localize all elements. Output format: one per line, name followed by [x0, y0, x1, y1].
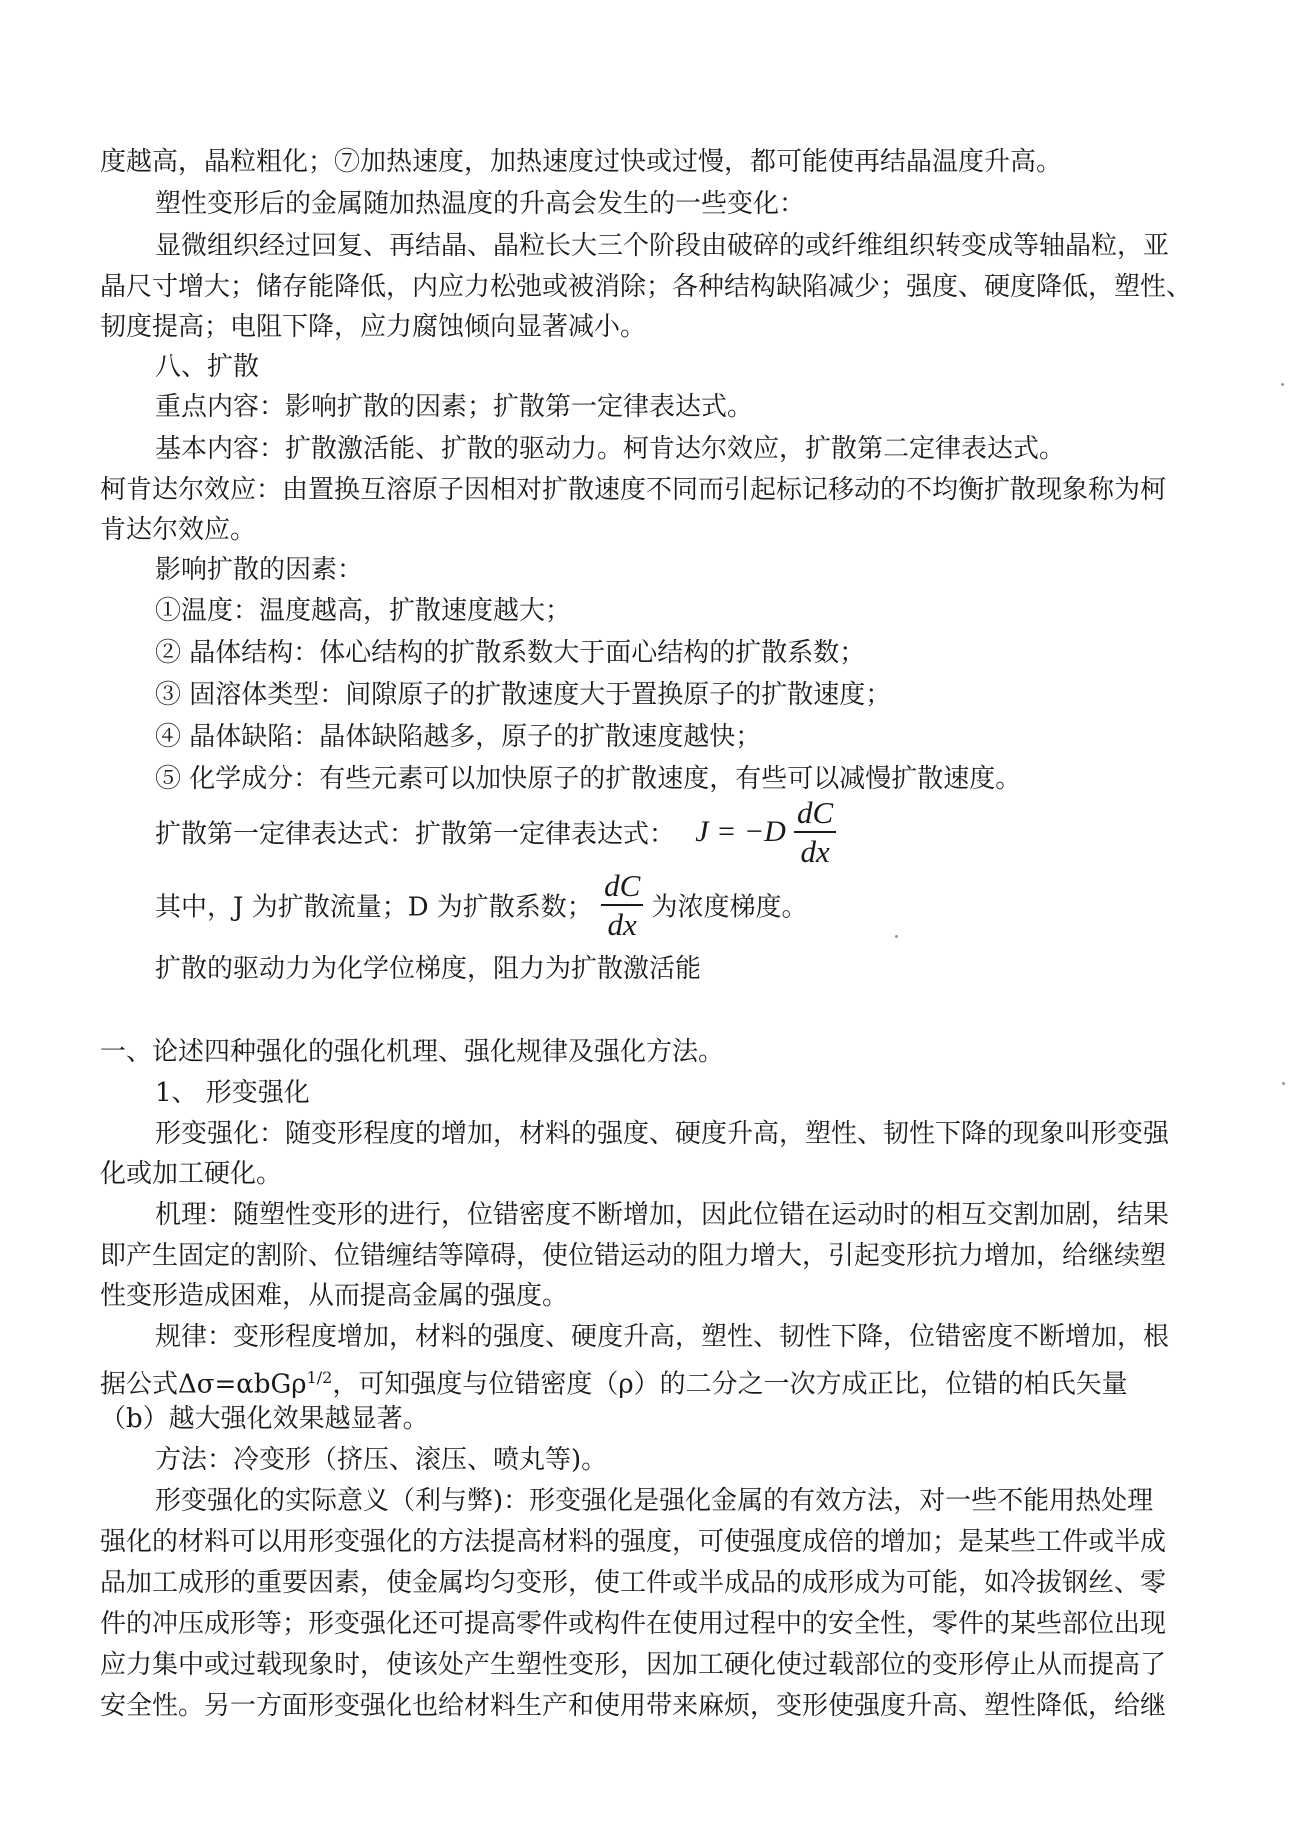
text-line: 重点内容：影响扩散的因素；扩散第一定律表达式。 — [155, 392, 754, 422]
formula-explanation-line — [155, 870, 808, 940]
fraction-numerator: dC — [794, 797, 836, 833]
question-heading: 一、论述四种强化的强化机理、强化规律及强化方法。 — [100, 1037, 725, 1067]
text-line: 形变强化：随变形程度的增加，材料的强度、硬度升高，塑性、韧性下降的现象叫形变强 — [155, 1119, 1170, 1149]
fraction-denominator: dx — [800, 834, 830, 869]
text-line: 件的冲压成形等；形变强化还可提高零件或构件在使用过程中的安全性，零件的某些部位出现 — [100, 1609, 1167, 1639]
strength-formula: 据公式Δσ=αbGρ — [100, 1369, 307, 1400]
text-line: 规律：变形程度增加，材料的强度、硬度升高，塑性、韧性下降，位错密度不断增加，根 — [155, 1322, 1170, 1352]
fick-law-line — [155, 797, 836, 867]
concentration-gradient-fraction — [601, 870, 643, 940]
text-line: 韧度提高；电阻下降，应力腐蚀倾向显著减小。 — [100, 312, 647, 342]
list-item: ⑤ 化学成分：有些元素可以加快原子的扩散速度，有些可以减慢扩散速度。 — [155, 764, 1022, 794]
text-line: 塑性变形后的金属随加热温度的升高会发生的一些变化： — [155, 189, 806, 219]
text-line: 即产生固定的割阶、位错缠结等障碍，使位错运动的阻力增大，引起变形抗力增加，给继续塑 — [100, 1241, 1167, 1271]
text-line: 扩散的驱动力为化学位梯度，阻力为扩散激活能 — [155, 954, 702, 984]
fick-law-label: 扩散第一定律表达式：扩散第一定律表达式： — [155, 819, 676, 850]
section-heading: 八、扩散 — [155, 352, 260, 382]
text-line: （b）越大强化效果越显著。 — [100, 1404, 429, 1434]
text-line — [100, 1361, 1128, 1402]
fick-law-equation: J = −D — [695, 815, 786, 848]
list-item: ①温度：温度越高，扩散速度越大； — [155, 596, 572, 626]
text-line: 形变强化的实际意义（利与弊)：形变强化是强化金属的有效方法，对一些不能用热处理 — [155, 1486, 1154, 1516]
text-line: 方法：冷变形（挤压、滚压、喷丸等)。 — [155, 1445, 608, 1475]
subsection-heading: 1、 形变强化 — [155, 1078, 310, 1108]
text-line: 强化的材料可以用形变强化的方法提高材料的强度，可使强度成倍的增加；是某些工件或半成 — [100, 1527, 1167, 1557]
text-line: 化或加工硬化。 — [100, 1159, 283, 1189]
text-line: 度越高，晶粒粗化；⑦加热速度，加热速度过快或过慢，都可能使再结晶温度升高。 — [100, 147, 1063, 177]
text-line: 应力集中或过载现象时，使该处产生塑性变形，因加工硬化使过载部位的变形停止从而提高了 — [100, 1650, 1167, 1680]
list-item: ③ 固溶体类型：间隙原子的扩散速度大于置换原子的扩散速度； — [155, 680, 892, 710]
text-line: 显微组织经过回复、再结晶、晶粒长大三个阶段由破碎的或纤维组织转变成等轴晶粒，亚 — [155, 231, 1170, 261]
text-line: 柯肯达尔效应：由置换互溶原子因相对扩散速度不同而引起标记移动的不均衡扩散现象称为柯 — [100, 475, 1167, 505]
text-line: 影响扩散的因素： — [155, 555, 364, 585]
scan-speck — [1282, 1082, 1285, 1085]
text-line: 机理：随塑性变形的进行，位错密度不断增加，因此位错在运动时的相互交割加剧，结果 — [155, 1200, 1170, 1230]
concentration-gradient-fraction — [794, 797, 836, 867]
text-line: 性变形造成困难，从而提高金属的强度。 — [100, 1281, 569, 1311]
fraction-denominator: dx — [607, 907, 637, 942]
text-line-rest: ，可知强度与位错密度（ρ）的二分之一次方成正比，位错的柏氏矢量 — [332, 1369, 1128, 1400]
scan-speck — [1281, 383, 1284, 386]
exponent: 1/2 — [306, 1368, 333, 1387]
scan-speck — [895, 935, 898, 938]
fraction-numerator: dC — [601, 870, 643, 906]
formula-explanation-prefix: 其中，J 为扩散流量；D 为扩散系数； — [155, 892, 593, 923]
list-item: ② 晶体结构：体心结构的扩散系数大于面心结构的扩散系数； — [155, 638, 866, 668]
text-line: 品加工成形的重要因素，使金属均匀变形，使工件或半成品的成形成为可能，如冷拔钢丝、零 — [100, 1568, 1167, 1598]
text-line: 肯达尔效应。 — [100, 515, 257, 545]
text-line: 安全性。另一方面形变强化也给材料生产和使用带来麻烦，变形使强度升高、塑性降低，给继 — [100, 1691, 1167, 1721]
text-line: 基本内容：扩散激活能、扩散的驱动力。柯肯达尔效应，扩散第二定律表达式。 — [155, 434, 1066, 464]
text-line: 晶尺寸增大；储存能降低，内应力松弛或被消除；各种结构缺陷减少；强度、硬度降低，塑性、 — [100, 272, 1193, 302]
formula-explanation-suffix: 为浓度梯度。 — [651, 892, 808, 923]
list-item: ④ 晶体缺陷：晶体缺陷越多，原子的扩散速度越快； — [155, 722, 762, 752]
